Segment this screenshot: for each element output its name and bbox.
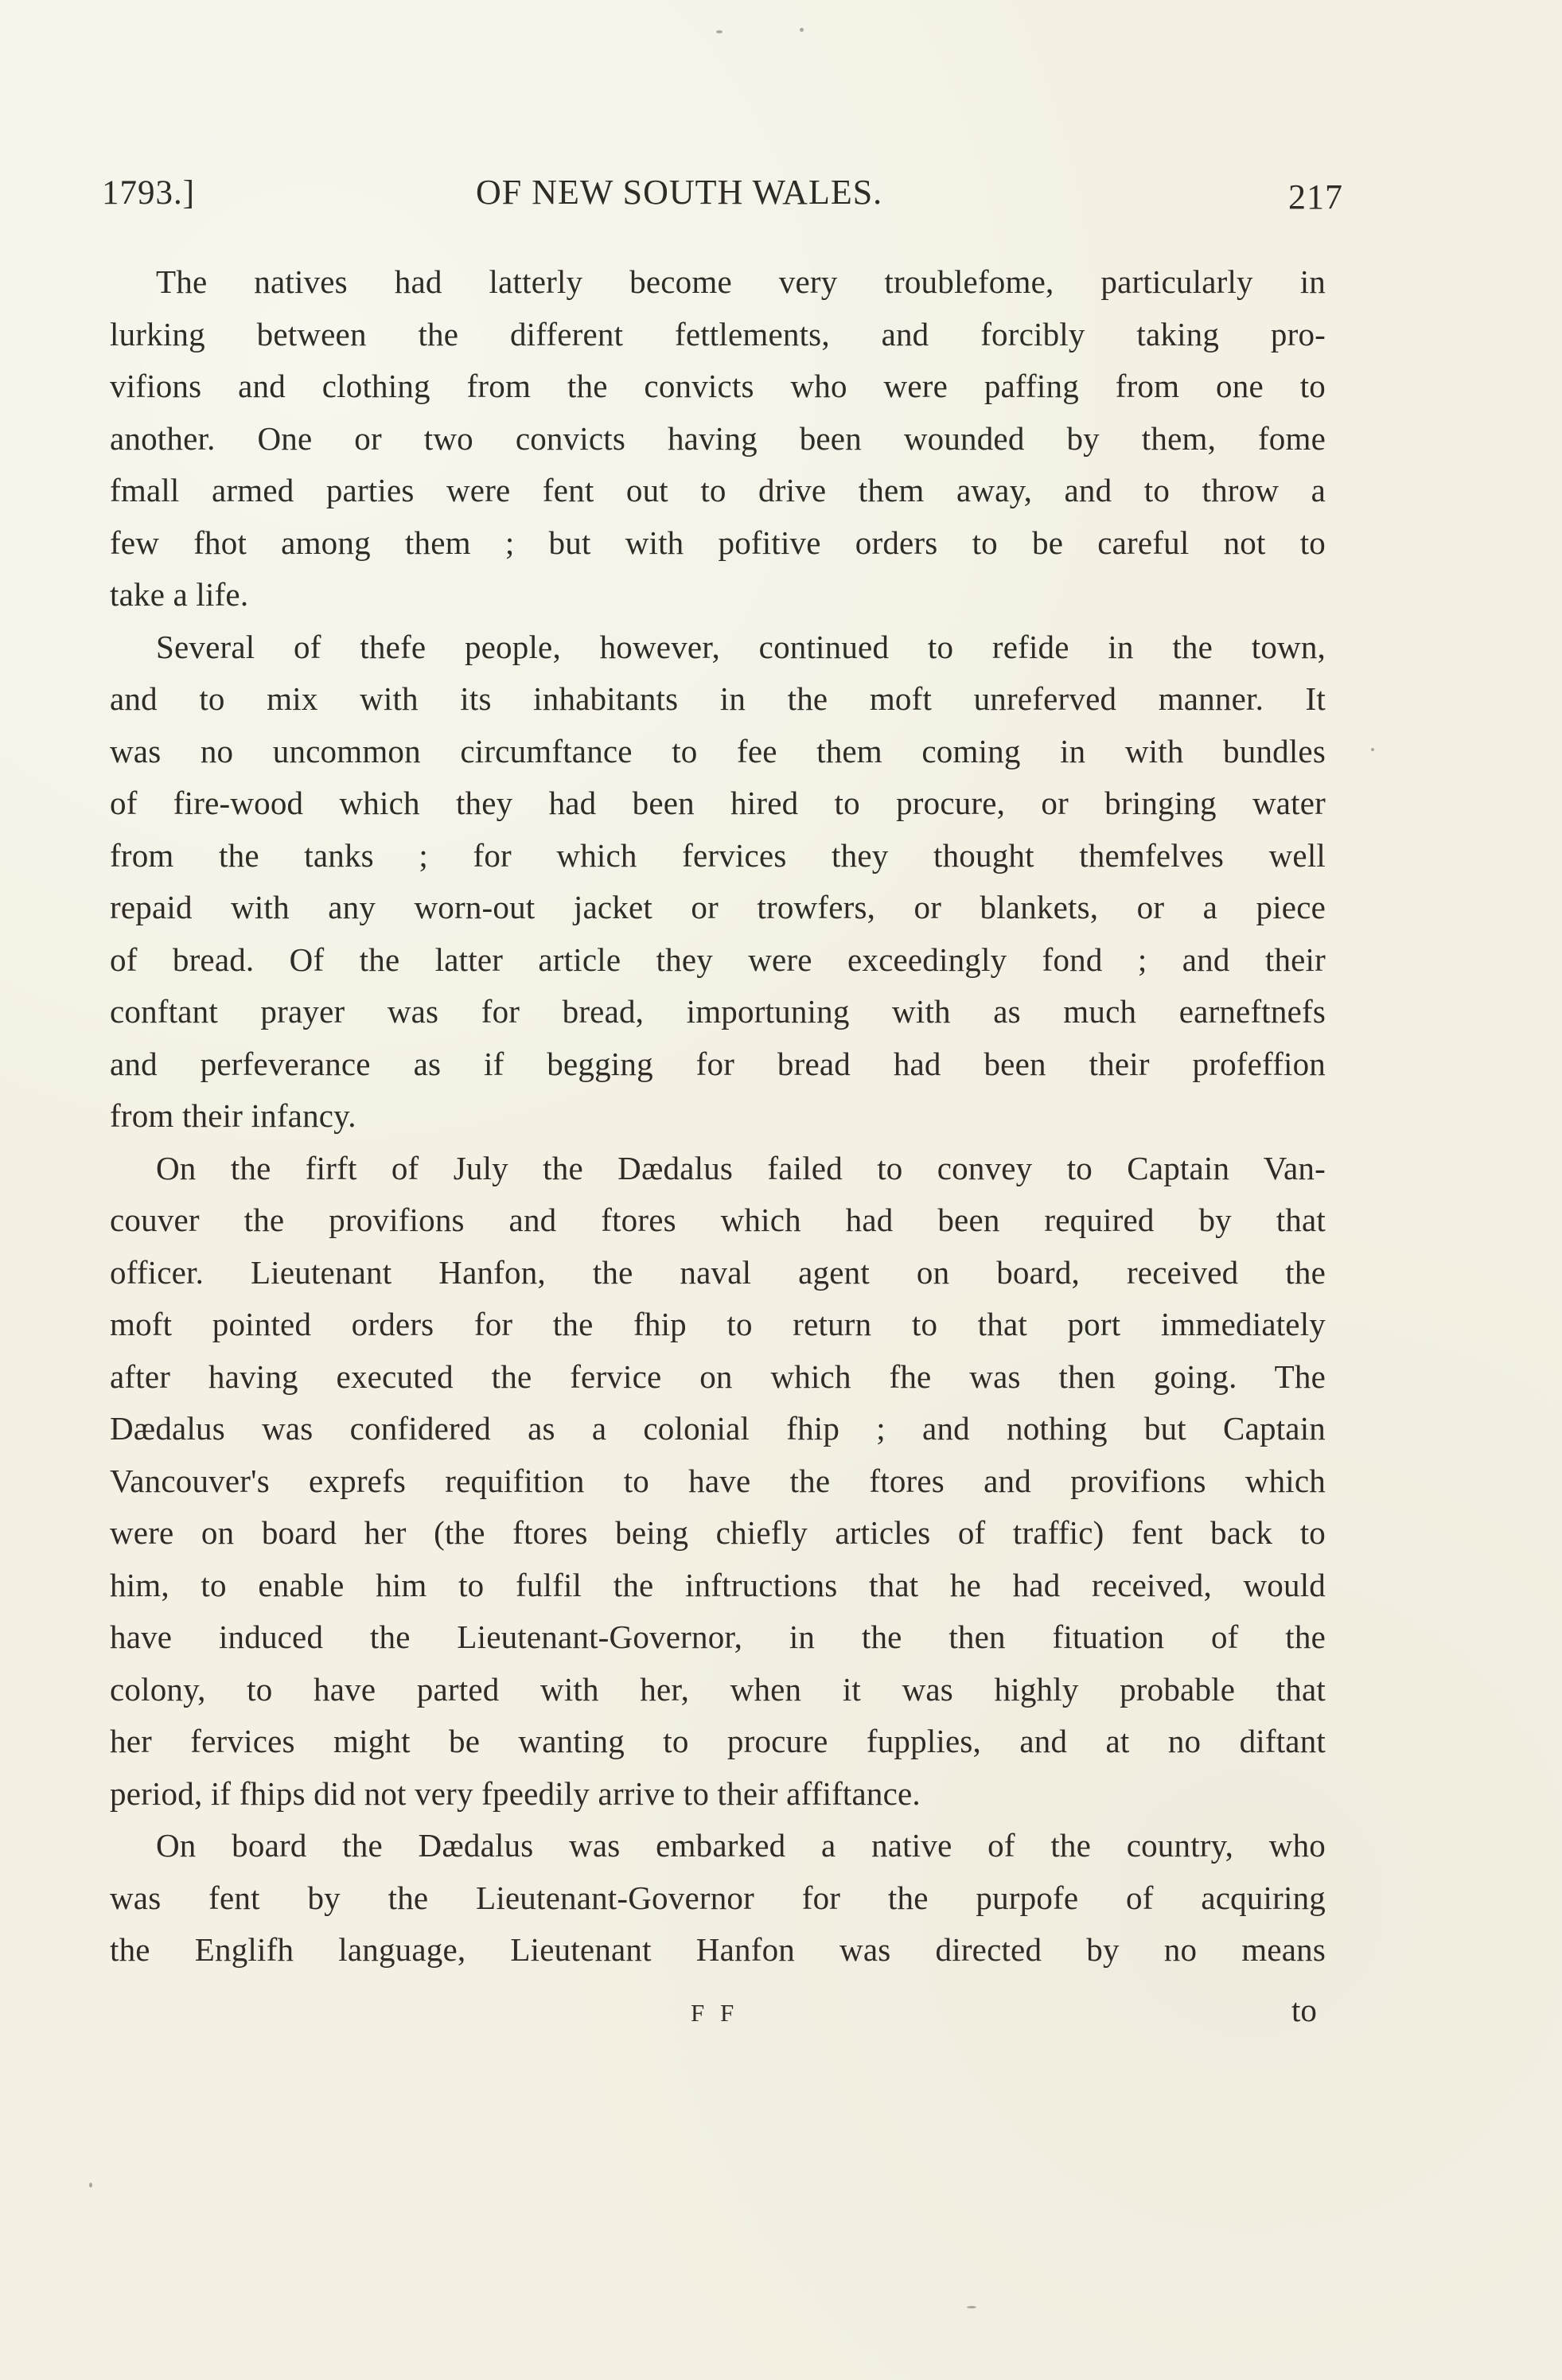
text-line: colony, to have parted with her, when it was highly probable that <box>110 1670 1326 1708</box>
text-line: few fhot among them ; but with pofitive orders to be careful not to <box>110 524 1326 561</box>
text-line: repaid with any worn-out jacket or trowfers, or blankets, or a piece <box>110 889 1326 925</box>
running-title: OF NEW SOUTH WALES. <box>476 173 883 212</box>
text-line: from their infancy. <box>110 1097 356 1134</box>
text-line: officer. Lieutenant Hanfon, the naval agent on board, received the <box>110 1253 1326 1291</box>
text-line: was fent by the Lieutenant-Governor for the purpofe of acquiring <box>110 1879 1326 1916</box>
text-line: and to mix with its inhabitants in the moft unreferved manner. It <box>110 680 1326 717</box>
text-line: moft pointed orders for the fhip to return to that port immediately <box>110 1306 1326 1342</box>
paper-speck <box>800 28 804 32</box>
text-line: was no uncommon circumftance to fee them coming in with bundles <box>110 732 1326 769</box>
text-line: couver the provifions and ftores which had been required by that <box>110 1202 1326 1238</box>
paper-speck <box>89 2183 92 2187</box>
text-line: after having executed the fervice on which fhe was then going. The <box>110 1357 1326 1395</box>
text-line: of fire-wood which they had been hired to procure, or bringing water <box>110 785 1326 821</box>
text-line: the Englifh language, Lieutenant Hanfon was directed by no means <box>110 1931 1326 1968</box>
text-line: take a life. <box>110 576 249 613</box>
text-line: The natives had latterly become very troublefome, particularly in <box>156 263 1326 300</box>
catchword: to <box>1291 1992 1317 2028</box>
paper-speck <box>716 30 723 33</box>
page-number: 217 <box>1288 177 1343 216</box>
text-line: from the tanks ; for which fervices they thought themfelves well <box>110 836 1326 874</box>
header-year: 1793.] <box>102 174 196 212</box>
text-line: Several of thefe people, however, continued to refide in the town, <box>156 628 1326 665</box>
signature-mark: F F <box>691 1999 739 2027</box>
body-text <box>110 256 1326 1977</box>
text-line: have induced the Lieutenant-Governor, in the then fituation of the <box>110 1618 1326 1655</box>
text-line: lurking between the different fettlements, and forcibly taking pro- <box>110 315 1326 353</box>
text-line: Vancouver's exprefs requifition to have the ftores and provifions which <box>110 1462 1326 1499</box>
text-line: were on board her (the ftores being chiefly articles of traffic) fent back to <box>110 1514 1326 1551</box>
text-line: vifions and clothing from the convicts who were paffing from one to <box>110 368 1326 404</box>
paper-speck <box>967 2306 976 2308</box>
text-line: On board the Dædalus was embarked a native of the country, who <box>156 1827 1326 1864</box>
text-line: her fervices might be wanting to procure fupplies, and at no diftant <box>110 1723 1326 1759</box>
text-line: fmall armed parties were fent out to drive them away, and to throw a <box>110 472 1326 508</box>
text-line: and perfeverance as if begging for bread had been their profeffion <box>110 1045 1326 1082</box>
text-line: period, if fhips did not very fpeedily arrive to their affiftance. <box>110 1774 921 1812</box>
page-header <box>102 167 1343 223</box>
text-line: conftant prayer was for bread, importuning with as much earneftnefs <box>110 993 1326 1030</box>
text-line: him, to enable him to fulfil the inftructions that he had received, would <box>110 1566 1326 1603</box>
text-line: another. One or two convicts having been wounded by them, fome <box>110 419 1326 457</box>
text-line: of bread. Of the latter article they were exceedingly fond ; and their <box>110 941 1326 978</box>
text-line: On the firft of July the Dædalus failed to convey to Captain Van- <box>156 1149 1326 1186</box>
paper-speck <box>1371 748 1374 751</box>
text-line: Dædalus was confidered as a colonial fhip ; and nothing but Captain <box>110 1410 1326 1447</box>
